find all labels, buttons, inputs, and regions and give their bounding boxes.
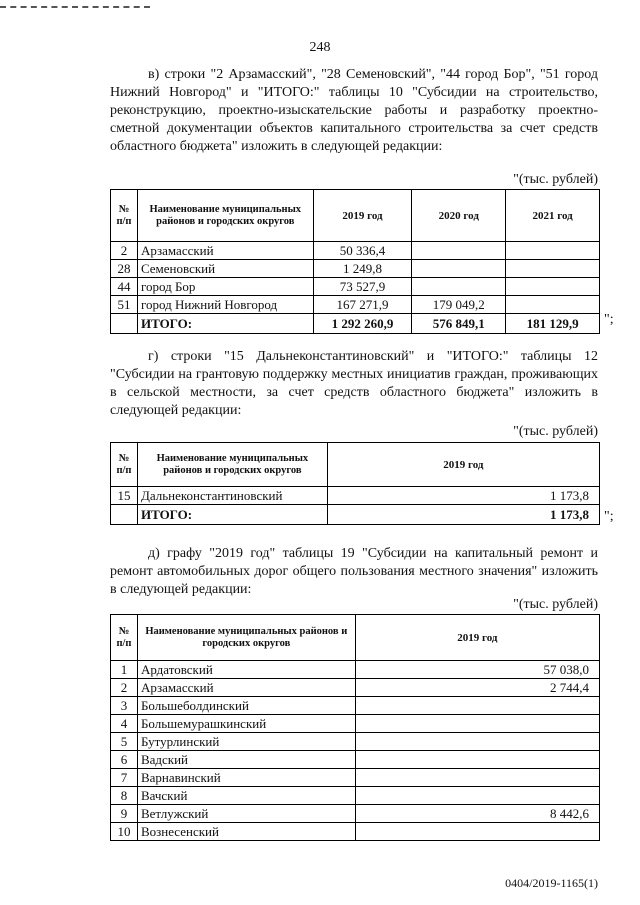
row-num: 2 bbox=[111, 242, 138, 260]
total-2019: 1 292 260,9 bbox=[313, 314, 412, 334]
table-row bbox=[111, 260, 600, 278]
row-2019 bbox=[355, 769, 599, 787]
table-row bbox=[111, 697, 600, 715]
row-name: Вачский bbox=[137, 787, 355, 805]
scan-mark bbox=[0, 6, 150, 10]
row-num: 4 bbox=[111, 715, 138, 733]
row-2019: 57 038,0 bbox=[355, 661, 599, 679]
total-row bbox=[111, 505, 600, 525]
table-row bbox=[111, 751, 600, 769]
header-2021: 2021 год bbox=[506, 190, 600, 242]
row-num: 6 bbox=[111, 751, 138, 769]
total-2020: 576 849,1 bbox=[412, 314, 506, 334]
row-2021 bbox=[506, 242, 600, 260]
table-10 bbox=[110, 189, 600, 334]
header-name: Наименование муниципальных районов и городских округов bbox=[137, 190, 313, 242]
row-name: Дальнеконстантиновский bbox=[137, 487, 327, 505]
header-name: Наименование муниципальных районов и городских округов bbox=[137, 443, 327, 487]
document-code: 0404/2019-1165(1) bbox=[505, 876, 598, 890]
paragraph-d: д) графу "2019 год" таблицы 19 "Субсидии на капитальный ремонт и ремонт автомобильных дорог общего пользования местного значения" изложить в следующей редакции: bbox=[110, 546, 598, 597]
row-num: 5 bbox=[111, 733, 138, 751]
total-2021: 181 129,9 bbox=[506, 314, 600, 334]
row-2019: 1 173,8 bbox=[327, 487, 599, 505]
row-num: 9 bbox=[111, 805, 138, 823]
header-2020: 2020 год bbox=[412, 190, 506, 242]
header-num: № п/п bbox=[111, 615, 138, 661]
row-2021 bbox=[506, 260, 600, 278]
row-name: Большемурашкинский bbox=[137, 715, 355, 733]
table-row bbox=[111, 296, 600, 314]
page-number: 248 bbox=[309, 40, 331, 55]
header-num: № п/п bbox=[111, 190, 138, 242]
table-row bbox=[111, 787, 600, 805]
row-2021 bbox=[506, 278, 600, 296]
row-num: 15 bbox=[111, 487, 138, 505]
row-2019 bbox=[355, 733, 599, 751]
row-2019: 1 249,8 bbox=[313, 260, 412, 278]
row-2019: 167 271,9 bbox=[313, 296, 412, 314]
total-num bbox=[111, 505, 138, 525]
total-label: ИТОГО: bbox=[137, 314, 313, 334]
total-label: ИТОГО: bbox=[137, 505, 327, 525]
unit-label-3: "(тыс. рублей) bbox=[513, 597, 598, 612]
table-row bbox=[111, 487, 600, 505]
total-num bbox=[111, 314, 138, 334]
row-2020 bbox=[412, 278, 506, 296]
row-2021 bbox=[506, 296, 600, 314]
row-name: Ардатовский bbox=[137, 661, 355, 679]
row-num: 51 bbox=[111, 296, 138, 314]
table-19 bbox=[110, 614, 600, 841]
row-2019 bbox=[355, 715, 599, 733]
row-2020 bbox=[412, 242, 506, 260]
table-row bbox=[111, 679, 600, 697]
row-2019 bbox=[355, 787, 599, 805]
row-num: 44 bbox=[111, 278, 138, 296]
row-name: Вознесенский bbox=[137, 823, 355, 841]
paragraph-g: г) строки "15 Дальнеконстантиновский" и "ИТОГО:" таблицы 12 "Субсидии на грантовую поддержку местных инициатив граждан, проживающих в сельской местности, за счет средств областного бюджета" изложить в следующей редакции: bbox=[110, 349, 598, 418]
table-row bbox=[111, 823, 600, 841]
row-name: Семеновский bbox=[137, 260, 313, 278]
row-num: 7 bbox=[111, 769, 138, 787]
row-name: город Нижний Новгород bbox=[137, 296, 313, 314]
row-num: 1 bbox=[111, 661, 138, 679]
row-2019 bbox=[355, 697, 599, 715]
row-num: 2 bbox=[111, 679, 138, 697]
table-12 bbox=[110, 442, 600, 525]
row-2019 bbox=[355, 751, 599, 769]
table-row bbox=[111, 715, 600, 733]
table-row bbox=[111, 805, 600, 823]
table-row bbox=[111, 661, 600, 679]
row-num: 10 bbox=[111, 823, 138, 841]
table-header-row bbox=[111, 615, 600, 661]
table-header-row bbox=[111, 190, 600, 242]
row-2019: 73 527,9 bbox=[313, 278, 412, 296]
row-2019: 8 442,6 bbox=[355, 805, 599, 823]
table-row bbox=[111, 278, 600, 296]
row-num: 8 bbox=[111, 787, 138, 805]
row-name: Вадский bbox=[137, 751, 355, 769]
table-row bbox=[111, 769, 600, 787]
row-name: Ветлужский bbox=[137, 805, 355, 823]
row-name: Варнавинский bbox=[137, 769, 355, 787]
table-row bbox=[111, 733, 600, 751]
row-name: Арзамасский bbox=[137, 679, 355, 697]
row-2019 bbox=[355, 823, 599, 841]
row-name: город Бор bbox=[137, 278, 313, 296]
total-2019: 1 173,8 bbox=[327, 505, 599, 525]
row-num: 3 bbox=[111, 697, 138, 715]
row-2020 bbox=[412, 260, 506, 278]
row-name: Арзамасский bbox=[137, 242, 313, 260]
unit-label-1: "(тыс. рублей) bbox=[513, 172, 598, 187]
unit-label-2: "(тыс. рублей) bbox=[513, 424, 598, 439]
table-header-row bbox=[111, 443, 600, 487]
header-name: Наименование муниципальных районов и городских округов bbox=[137, 615, 355, 661]
row-name: Бутурлинский bbox=[137, 733, 355, 751]
table-row bbox=[111, 242, 600, 260]
total-row bbox=[111, 314, 600, 334]
row-2019: 2 744,4 bbox=[355, 679, 599, 697]
header-2019: 2019 год bbox=[313, 190, 412, 242]
header-2019: 2019 год bbox=[327, 443, 599, 487]
end-quote-2: "; bbox=[604, 509, 614, 524]
row-name: Большеболдинский bbox=[137, 697, 355, 715]
header-num: № п/п bbox=[111, 443, 138, 487]
end-quote-1: "; bbox=[604, 312, 614, 327]
header-2019: 2019 год bbox=[355, 615, 599, 661]
paragraph-v: в) строки "2 Арзамасский", "28 Семеновский", "44 город Бор", "51 город Нижний Новгород" и "ИТОГО:" таблицы 10 "Субсидии на строительство, реконструкцию, проектно-изыскательские работы и разработку проектно-сметной документации объектов капитального строительства за счет средств областного бюджета" изложить в следующей редакции: bbox=[110, 67, 598, 154]
row-2019: 50 336,4 bbox=[313, 242, 412, 260]
row-num: 28 bbox=[111, 260, 138, 278]
row-2020: 179 049,2 bbox=[412, 296, 506, 314]
